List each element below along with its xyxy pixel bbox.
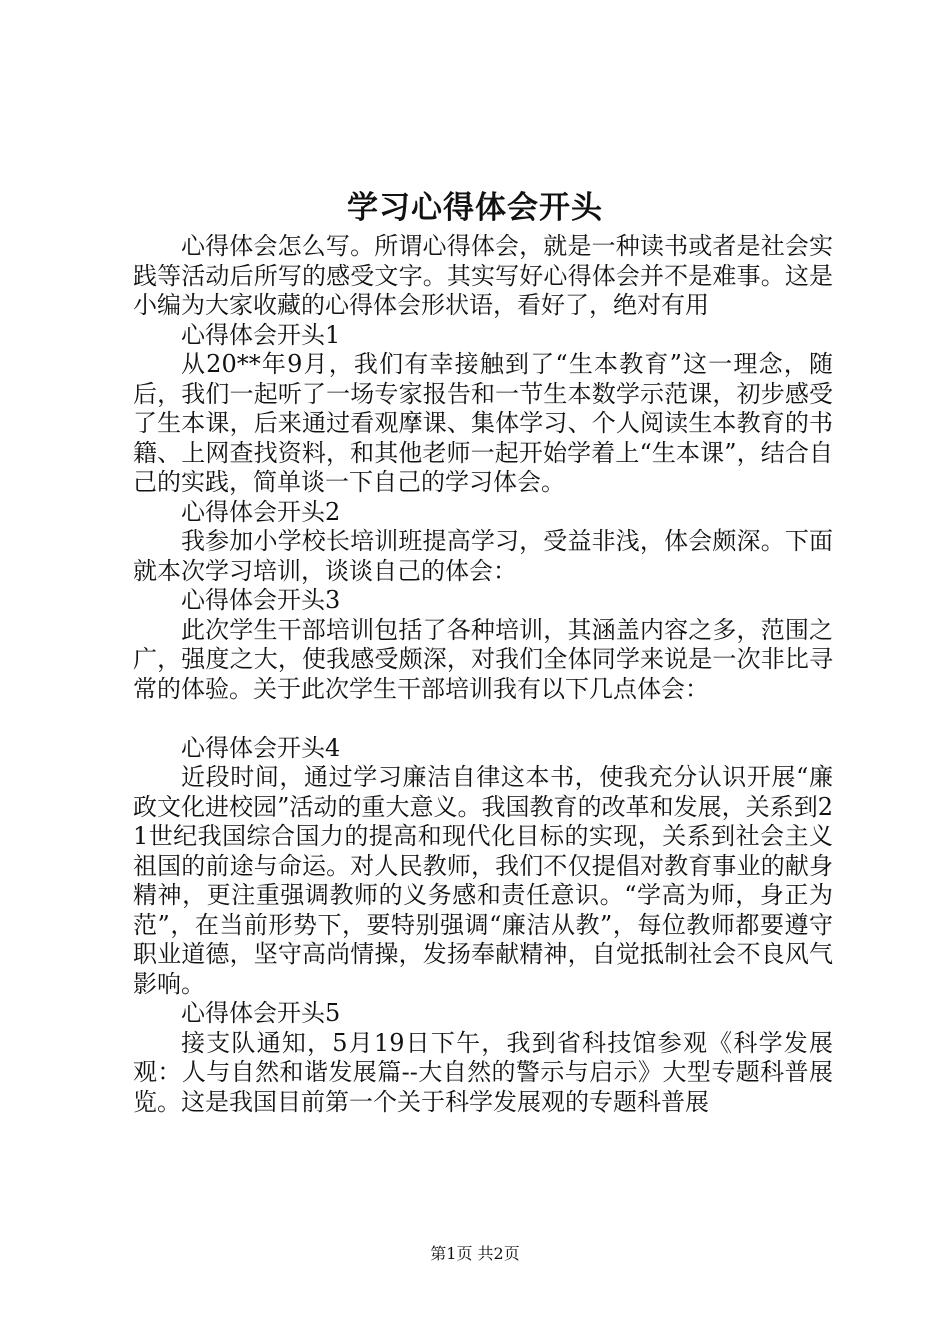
section-paragraph-1: 从20**年9月，我们有幸接触到了“生本教育”这一理念，随后，我们一起听了一场专家报告和一节生本数学示范课，初步感受了生本课，后来通过看观摩课、集体学习、个人阅读生本教育的书籍、上网查找资料，和其他老师一起开始学着上“生本课”，结合自己的实践，简单谈一下自己的学习体会。 (133, 350, 833, 496)
section-paragraph-4: 近段时间，通过学习廉洁自律这本书，使我充分认识开展“廉政文化进校园”活动的重大意义。我国教育的改革和发展，关系到21世纪我国综合国力的提高和现代化目标的实现，关系到社会主义祖国的前途与命运。对人民教师，我们不仅提倡对教育事业的献身精神，更注重强调教师的义务感和责任意识。“学高为师，身正为范”，在当前形势下，要特别强调“廉洁从教”，每位教师都要遵守职业道德，坚守高尚情操，发扬奉献精神，自觉抵制社会不良风气影响。 (133, 763, 833, 998)
document-body (133, 232, 833, 1117)
intro-paragraph: 心得体会怎么写。所谓心得体会，就是一种读书或者是社会实践等活动后所写的感受文字。其实写好心得体会并不是难事。这是小编为大家收藏的心得体会形状语，看好了，绝对有用 (133, 232, 833, 319)
section-heading-5: 心得体会开头5 (181, 999, 341, 1027)
section-paragraph-3: 此次学生干部培训包括了各种培训，其涵盖内容之多，范围之广，强度之大，使我感受颇深，对我们全体同学来说是一次非比寻常的体验。关于此次学生干部培训我有以下几点体会： (133, 615, 833, 703)
document-title: 学习心得体会开头 (347, 190, 603, 226)
section-heading-4: 心得体会开头4 (181, 733, 341, 762)
section-paragraph-5: 接支队通知，5月19日下午，我到省科技馆参观《科学发展观：人与自然和谐发展篇--大自然的警示与启示》大型专题科普展览。这是我国目前第一个关于科学发展观的专题科普展 (133, 1028, 833, 1116)
blank-line (133, 704, 833, 734)
section-heading-2: 心得体会开头2 (181, 497, 341, 526)
section-heading-1: 心得体会开头1 (181, 320, 341, 349)
section-paragraph-2: 我参加小学校长培训班提高学习，受益非浅，体会颇深。下面就本次学习培训，谈谈自己的体会： (133, 527, 833, 585)
section-heading-3: 心得体会开头3 (181, 586, 341, 614)
page-number-footer: 第1页 共2页 (430, 1244, 520, 1263)
